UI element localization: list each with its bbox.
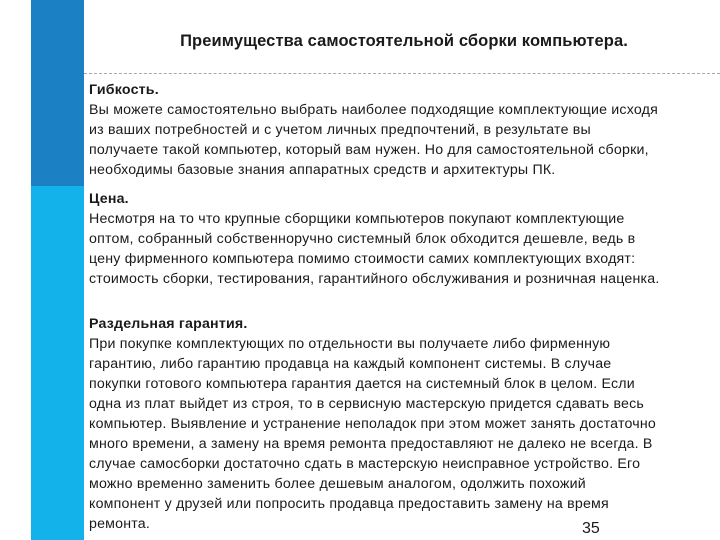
left-accent-bar-light: [31, 186, 84, 540]
text-line: Вы можете самостоятельно выбрать наиболее подходящие комплектующие исходя: [89, 102, 658, 118]
title-divider: [84, 73, 720, 74]
text-line: компьютер. Выявление и устранение неполадок при этом может занять достаточно: [89, 416, 656, 432]
section-separate-warranty: [89, 314, 719, 534]
text-line: одна из плат выйдет из строя, то в сервисную мастерскую придется сдавать весь: [89, 396, 645, 412]
text-line: необходимы базовые знания аппаратных средств и архитектуры ПК.: [89, 162, 556, 178]
text-line: стоимость сборки, тестирования, гарантийного обслуживания и розничная наценка.: [89, 271, 660, 287]
text-line: При покупке комплектующих по отдельности вы получаете либо фирменную: [89, 336, 611, 352]
page-number: 35: [582, 520, 600, 537]
section-heading: Цена.: [89, 191, 129, 207]
text-line: ремонта.: [89, 516, 151, 532]
text-line: получаете такой компьютер, который вам нужен. Но для самостоятельной сборки,: [89, 142, 649, 158]
text-line: много времени, а замену на время ремонта предоставляют не далеко не всегда. В: [89, 436, 653, 452]
text-line: оптом, собранный собственноручно системный блок обходится дешевле, ведь в: [89, 231, 636, 247]
text-line: цену фирменного компьютера помимо стоимости самих комплектующих входят:: [89, 251, 636, 267]
section-flexibility: [89, 80, 719, 180]
text-line: Несмотря на то что крупные сборщики компьютеров покупают комплектующие: [89, 211, 625, 227]
section-heading: Гибкость.: [89, 82, 159, 98]
text-line: из ваших потребностей и с учетом личных предпочтений, в результате вы: [89, 122, 591, 138]
slide-title: Преимущества самостоятельной сборки компьютера.: [180, 32, 628, 50]
section-heading: Раздельная гарантия.: [89, 316, 248, 332]
text-line: гарантию, либо гарантию продавца на каждый компонент системы. В случае: [89, 356, 612, 372]
text-line: покупки готового компьютера гарантия дается на системный блок в целом. Если: [89, 376, 635, 392]
text-line: компонент у друзей или попросить продавца предоставить замену на время: [89, 496, 609, 512]
section-price: [89, 189, 719, 289]
left-accent-bar: [31, 0, 84, 540]
left-accent-bar-dark: [31, 0, 84, 186]
text-line: можно временно заменить более дешевым аналогом, одолжить похожий: [89, 476, 586, 492]
text-line: случае самосборки достаточно сдать в мастерскую неисправное устройство. Его: [89, 456, 641, 472]
